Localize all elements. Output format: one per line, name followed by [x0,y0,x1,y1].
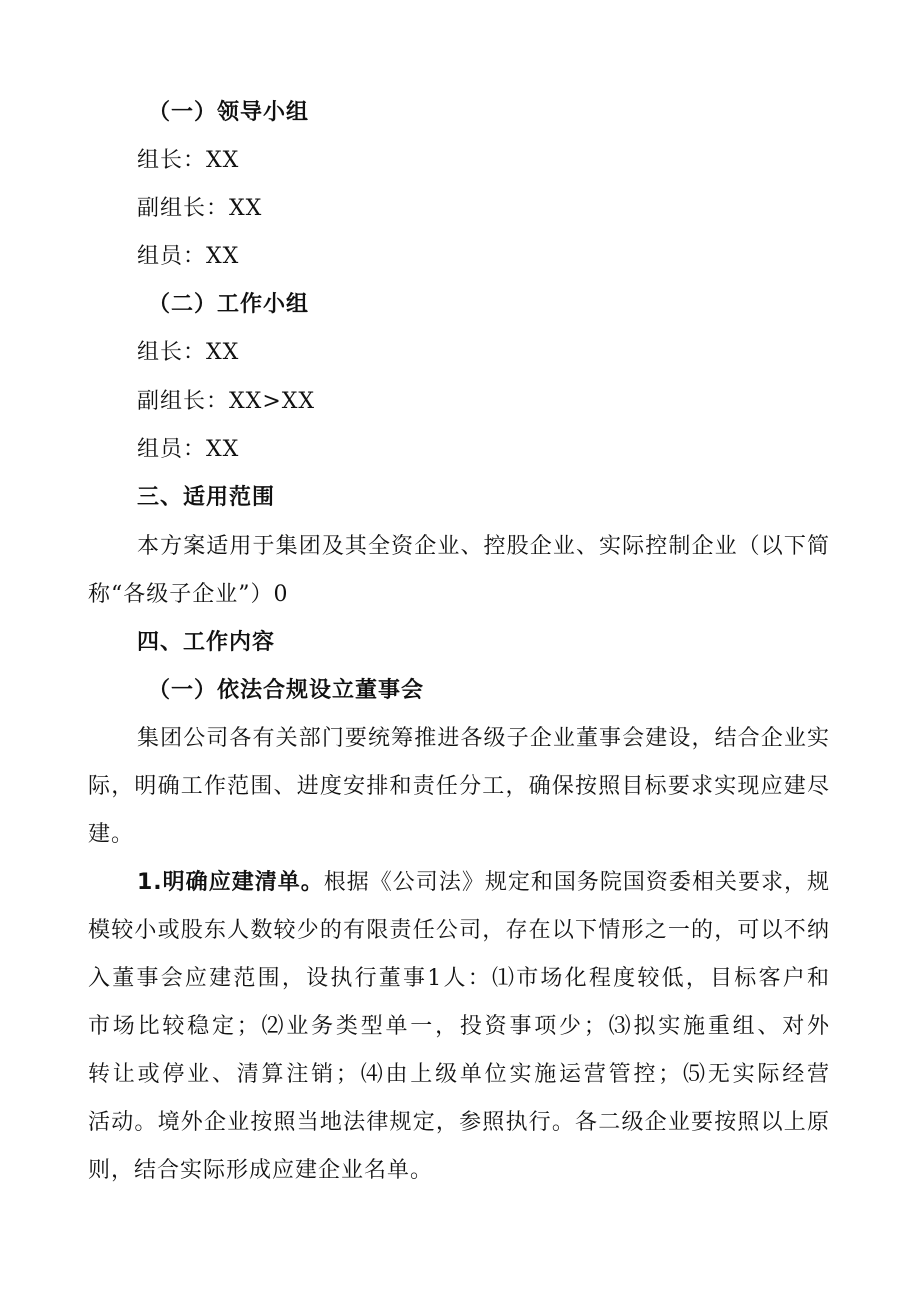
leadership-group-deputy: 副组长：XX [137,196,263,221]
item1-lead: 1.明确应建清单。 [137,870,324,895]
item1-line-4: 市场比较稳定；⑵业务类型单一，投资事项少；⑶拟实施重组、对外 [88,1014,830,1039]
item1-line-6: 活动。境外企业按照当地法律规定，参照执行。各二级企业要按照以上原 [88,1110,830,1135]
work-content-subheading: （一）依法合规设立董事会 [148,678,425,703]
scope-line-1: 本方案适用于集团及其全资企业、控股企业、实际控制企业（以下简 [137,534,830,559]
item1-first-rest: 根据《公司法》规定和国务院国资委相关要求，规 [323,870,830,895]
item1-line-7: 则，结合实际形成应建企业名单。 [88,1158,434,1183]
scope-heading: 三、适用范围 [137,485,276,510]
item1-line-5: 转让或停业、清算注销；⑷由上级单位实施运营管控；⑸无实际经营 [88,1062,830,1087]
work-content-heading: 四、工作内容 [137,630,276,655]
working-group-leader: 组长：XX [137,340,240,365]
leadership-group-members: 组员：XX [137,244,240,269]
scope-line-2: 称“各级子企业”）0 [88,582,289,607]
item1-line-1 [137,868,830,898]
item1-line-3: 入董事会应建范围，设执行董事1人：⑴市场化程度较低，目标客户和 [88,966,830,991]
para1-line-2: 际，明确工作范围、进度安排和责任分工，确保按照目标要求实现应建尽 [88,774,830,799]
working-group-members: 组员：XX [137,437,240,462]
working-group-heading: （二）工作小组 [148,292,310,317]
item1-line-2: 模较小或股东人数较少的有限责任公司，存在以下情形之一的，可以不纳 [88,918,830,943]
para1-line-3: 建。 [88,822,135,847]
leadership-group-heading: （一）领导小组 [148,100,310,125]
leadership-group-leader: 组长：XX [137,148,240,173]
working-group-deputy: 副组长：XX>XX [137,389,316,414]
para1-line-1: 集团公司各有关部门要统筹推进各级子企业董事会建设，结合企业实 [137,726,830,751]
